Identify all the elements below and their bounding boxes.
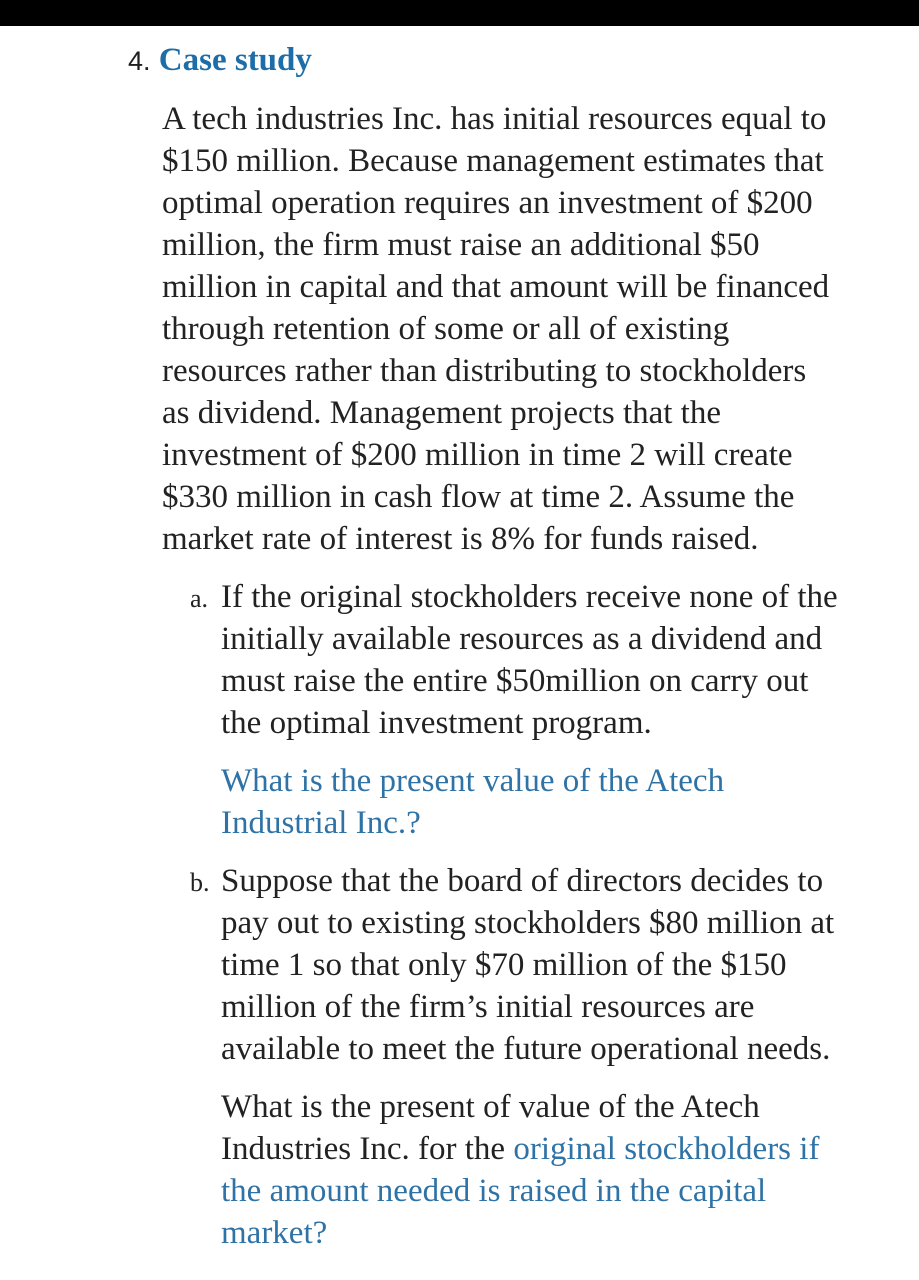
question-text-blue: original stockholders if: [513, 1131, 820, 1167]
part-a-line: the optimal investment program.: [221, 705, 652, 741]
intro-line: investment of $200 million in time 2 will create: [162, 437, 793, 473]
part-b-line: million of the firm’s initial resources are: [221, 989, 755, 1025]
part-a-line: initially available resources as a dividend and: [221, 621, 823, 657]
part-a-marker: a.: [190, 584, 209, 613]
intro-line: market rate of interest is 8% for funds raised.: [162, 521, 759, 557]
intro-line: million in capital and that amount will be financed: [162, 269, 830, 305]
intro-line: million, the firm must raise an additional $50: [162, 227, 760, 263]
part-b-marker: b.: [190, 868, 210, 897]
part-a-question-line: What is the present value of the Atech: [221, 763, 725, 799]
intro-line: A tech industries Inc. has initial resources equal to: [162, 101, 827, 137]
section-number: 4.: [128, 46, 151, 76]
part-b-question-line: What is the present of value of the Atech: [221, 1089, 760, 1125]
part-b-line: available to meet the future operational needs.: [221, 1031, 831, 1067]
part-b-line: time 1 so that only $70 million of the $150: [221, 947, 787, 983]
top-status-bar: [0, 0, 919, 26]
part-a-line: If the original stockholders receive none of the: [221, 579, 838, 615]
part-b-question-line: [221, 1128, 819, 1170]
part-a-question-line: Industrial Inc.?: [221, 805, 421, 841]
section-title: Case study: [158, 42, 312, 78]
section-heading: [128, 38, 312, 83]
intro-line: optimal operation requires an investment of $200: [162, 185, 813, 221]
question-text-black: Industries Inc. for the: [221, 1131, 514, 1167]
part-b-question-line: market?: [221, 1215, 328, 1251]
intro-line: $330 million in cash flow at time 2. Assume the: [162, 479, 795, 515]
part-b-question-line: the amount needed is raised in the capital: [221, 1173, 767, 1209]
intro-line: as dividend. Management projects that the: [162, 395, 722, 431]
intro-line: resources rather than distributing to stockholders: [162, 353, 807, 389]
intro-line: through retention of some or all of existing: [162, 311, 730, 347]
part-b-line: Suppose that the board of directors decides to: [221, 863, 824, 899]
intro-line: $150 million. Because management estimates that: [162, 143, 824, 179]
part-a-line: must raise the entire $50million on carry out: [221, 663, 809, 699]
part-b-line: pay out to existing stockholders $80 million at: [221, 905, 835, 941]
